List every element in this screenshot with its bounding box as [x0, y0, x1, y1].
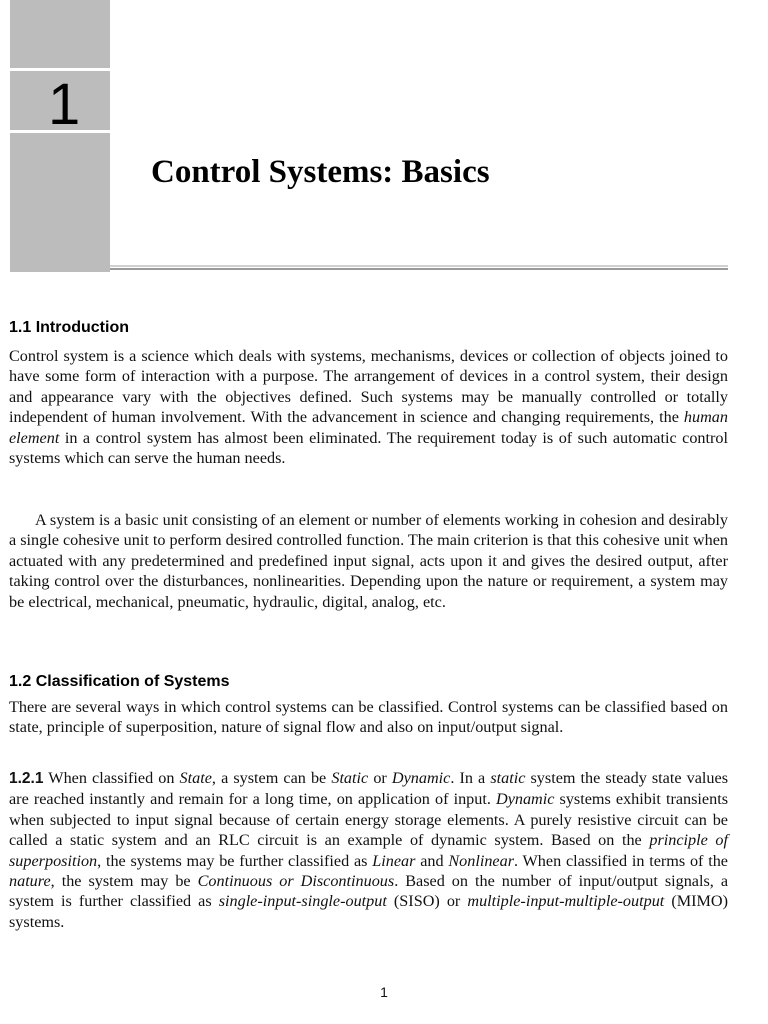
classification-paragraph-1: There are several ways in which control systems can be classified. Control systems can be classified based on state, principle of superposition, nature of signal flow and also on input/output signal.	[9, 698, 728, 737]
page-number: 1	[380, 984, 388, 1000]
section-heading-classification: 1.2 Classification of Systems	[9, 673, 230, 690]
section-heading-introduction: 1.1 Introduction	[9, 319, 129, 336]
chapter-title: Control Systems: Basics	[151, 154, 490, 190]
intro-paragraph-1: Control system is a science which deals with systems, mechanisms, devices or collection of objects joined to have some form of interaction with a purpose. The arrangement of devices in a control system, their design and appearance vary with the objectives defined. Such systems may be manually controlled or totally independent of human involvement. With the advancement in science and changing requirements, the human element in a control system has almost been eliminated. The requirement today is of such automatic control systems which can serve the human needs.	[9, 347, 728, 468]
title-underline	[110, 265, 728, 270]
subsection-number: 1.2.1	[9, 770, 44, 787]
classification-paragraph-2: 1.2.1 When classified on State, a system can be Static or Dynamic. In a static system the steady state values are reached instantly and remain for a long time, on application of input. Dynamic systems exhibit transients when subjected to input signal because of certain energy storage elements. A purely resistive circuit can be called a static system and an RLC circuit is an example of dynamic system. Based on the principle of superposition, the systems may be further classified as Linear and Nonlinear. When classified in terms of the nature, the system may be Continuous or Discontinuous. Based on the number of input/output signals, a system is further classified as single-input-single-output (SISO) or multiple-input-multiple-output (MIMO) systems.	[9, 769, 729, 931]
intro-paragraph-2: A system is a basic unit consisting of an element or number of elements working in cohesion and desirably a single cohesive unit to perform desired controlled function. The main criterion is that this cohesive unit when actuated with any predetermined and predefined input signal, acts upon it and gives the desired output, after taking control over the disturbances, nonlinearities. Depending upon the nature or requirement, a system may be electrical, mechanical, pneumatic, hydraulic, digital, analog, etc.	[9, 511, 728, 611]
emphasis: human element	[9, 408, 728, 447]
chapter-side-bar	[10, 0, 110, 272]
chapter-number: 1	[48, 72, 81, 137]
